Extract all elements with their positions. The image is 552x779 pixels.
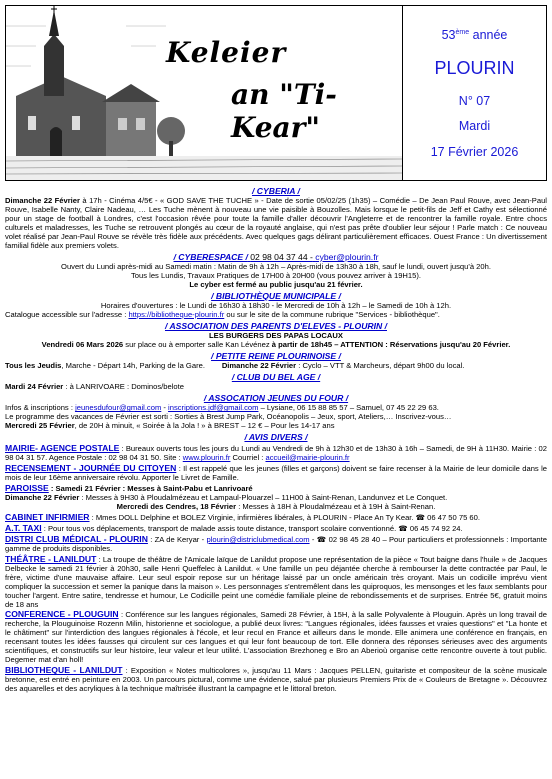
bel-age-line: Mardi 24 Février : à LANRIVOARE : Dominos/belote — [5, 382, 184, 392]
commune-name: PLOURIN — [434, 58, 515, 78]
theatre-notice: THÉÂTRE - LANILDUT : La troupe de théâtre de l'Amicale laïque de Lanildut propose une représentation de la pièce « Tout baigne dans l'huile » de Jacques Delbecke le samedi 21 février à 20h30, salle Henri Queffelec à Lanildut. « Une famille un peu déjantée cherche à rembourser la dette contractée par Paul, le frère, victime d'une mauvaise affaire. Leur seul espoir repose sur un héritage laissé par un oncle américain très croyant. Mais un codicille imprévu vient compliquer la succession et semer la panique dans la maison ». Les personnages s'entremêlent dans les quiproquos, les mensonges et les faux semblants pour toucher l'argent. Entre satire, tendresse et humour, Le Codicille peint une comédie familiale pleine de rebondissements et de surprises. Entrée 5€, gratuit moins de 18 ans — [5, 553, 547, 609]
bibliotheque-lanildut-notice: BIBLIOTHEQUE - LANILDUT : Exposition « Notes multicolores », jusqu'au 11 Mars : Jacques PELLEN, guitariste et compositeur de la scène musicale bretonne, est entré en peinture en 2003. Un parcours pictural, comme une évidence, salué par plusieurs Premiers Prix de « Couleurs de Bretagne ». Découvrez des aquarelles et des acryliques à la technique maîtrisée illustrant la campagne et le littoral breton. — [5, 665, 547, 694]
masthead — [6, 6, 403, 180]
masthead-title-line2: an "Ti-Kear" — [231, 78, 337, 145]
paroisse-dimanche: Dimanche 22 Février : Messes à 9H30 à Ploudalmézeau et Lampaul-Plouarzel – 11H00 à Saint-Renan, Landunvez et Le Conquet. — [5, 493, 448, 503]
masthead-title-line1: Keleier — [166, 36, 287, 69]
section-title-bel-age: / CLUB DU BEL AGE / — [231, 372, 321, 383]
jeunes-four-contact: Infos & inscriptions : jeunesdufour@gmail.com - inscriptions.jdf@gmail.com – Lysiane, 06 15 88 85 57 – Samuel, 07 45 22 29 63. — [5, 403, 439, 413]
bibliotheque-hours: Horaires d'ouvertures : le Lundi de 16h30 à 18h30 - le Mercredi de 10h à 12h – le Samedi de 10h à 12h. — [100, 301, 452, 310]
issue-year: 53ème année — [441, 28, 508, 42]
section-title-jeunes-four: / ASSOCATION JEUNES DU FOUR / — [203, 393, 349, 404]
section-title-parents: / ASSOCIATION DES PARENTS D'ELEVES - PLOURIN / — [164, 320, 387, 331]
section-title-cyberia: / CYBERIA / — [252, 186, 300, 196]
cyberespace-closed: Le cyber est fermé au public jusqu'au 21 février. — [189, 279, 363, 289]
issue-date: 17 Février 2026 — [430, 145, 519, 159]
paroisse-notice: PAROISSE : Samedi 21 Février : Messes à Saint-Pabu et Lanrivoaré — [5, 483, 253, 494]
cyberespace-hours: Ouvert du Lundi après-midi au Samedi matin : Matin de 9h à 12h – Après-midi de 13h30 à 18h, sauf le lundi, ouvert jusqu'à 20h. — [61, 262, 491, 271]
jeunes-four-soiree: Mercredi 25 Février, de 20H à minuit, « Soirée à la Jola ! » à BREST – 12 € – Pour les 14-17 ans — [5, 421, 335, 431]
bulletin-header — [5, 5, 547, 181]
parents-event-details: Vendredi 06 Mars 2026 sur place ou à emporter salle Kan Lévénez à partir de 18h45 – ATTENTION : Réservations jusqu'au 20 Février. — [41, 340, 511, 349]
cabinet-infirmier-notice: CABINET INFIRMIER : Mmes DOLL Delphine et BOLEZ Virginie, infirmières libérales, à PLOURIN - Place An Ty Kear. ☎ 06 47 50 75 60. — [5, 511, 480, 522]
distri-club-notice: DISTRI CLUB MÉDICAL - PLOURIN : ZA de Keryar - plourin@districlubmedical.com - ☎ 02 98 45 28 40 – Pour particuliers et professionnels : Importante gamme de produits disponibles. — [5, 533, 547, 553]
issue-info — [403, 6, 546, 180]
recensement-notice: RECENSEMENT - JOURNÉE DU CITOYEN : Il est rappelé que les jeunes (filles et garçons) doivent se faire recenser à la Mairie de leur domicile dans le mois de leur 16ème anniversaire révolu. Apporter le Livret de Famille. — [5, 463, 548, 483]
section-title-cyberespace: / CYBERESPACE / 02 98 04 37 44 - cyber@plourin.fr — [173, 251, 379, 262]
parents-event-name: LES BURGERS DES PAPAS LOCAUX — [209, 331, 343, 341]
mairie-email-link[interactable]: accueil@mairie-plourin.fr — [265, 453, 350, 463]
jeunes-four-email-link[interactable]: jeunesdufour@gmail.com — [75, 403, 162, 413]
bibliotheque-link[interactable]: https://bibliotheque-plourin.fr — [128, 309, 225, 319]
petite-reine-line: Tous les Jeudis, Marche - Départ 14h, Parking de la Gare. Dimanche 22 Février : Cyclo – VTT & Marcheurs, départ 9h00 du local. — [5, 361, 465, 371]
bulletin-content — [5, 185, 547, 694]
cyber-email-link[interactable]: cyber@plourin.fr — [315, 251, 379, 262]
distri-club-email-link[interactable]: plourin@districlubmedical.com — [206, 534, 310, 544]
section-title-avis-divers: / AVIS DIVERS / — [244, 432, 308, 443]
conference-notice: CONFERENCE - PLOUGUIN : Conférence sur les langues régionales, Samedi 28 Février, à 15H, à la salle Polyvalente à Plouguin. Après un long travail de recherche, la Plouguinoise Rozenn Milin, historienne et sociologue, a publié deux livres: "Langues régionales, idées fausses et vraies questions" et "La honte et le châtiment" sur l'interdiction des langues régionales à l'école, et leur recul en France et ailleurs dans le monde. Elle animera une conférence en français, en recensant toutes les idées fausses qui circulent sur ces langues et qui leur font beaucoup de tort. Elle donnera des réponses sérieuses avec des arguments scientifiques, et constructifs sur leur histoire, leur valeur et leur utilité. L'association Brezhoneg e Bro an Aberioù organise cette rencontre ouverte à tout public. Degemer mat d'an holl! — [5, 609, 547, 665]
issue-day: Mardi — [458, 119, 491, 133]
cyberia-paragraph: Dimanche 22 Février à 17h - Cinéma 4/5€ - « GOD SAVE THE TUCHE » - Date de sortie 05/02/25 (1h35) – Comédie – De Jean Paul Rouve, avec Jean-Paul Rouve, Isabelle Nanty, Claire Nadeau, … Les Tuche mènent à nouveau une vie paisible à Bouzolles. Mais lorsque le petit-fils de Jeff et Cathy est sélectionné pour un stage de football à Londres, c'est l'occasion rêvée pour toute la famille d'aller découvrir l'Angleterre et de rencontrer la famille royale. Entre chocs culturels et maladresses, les Tuche se retrouvent plongés au cœur de la royauté anglaise, qui n'est pas prête d'oublier leur séjour ! Parle match : Ce nouveau volet réalisé par Jean-Paul Rouve se révèle très fidèle aux précédents. Avec quelques gags délirant particulièrement efficaces. Ouest France : Un divertissement familial fidèle aux premiers volets. — [5, 196, 547, 250]
paroisse-cendres: Mercredi des Cendres, 18 Février : Messes à 18H à Ploudalmézeau et à 19H à Saint-Renan. — [116, 502, 436, 511]
mairie-notice: MAIRIE- AGENCE POSTALE : Bureaux ouverts tous les jours du Lundi au Vendredi de 9h à 12h30 et de 13h30 à 16h – Samedi, de 9H à 11H30. Mairie : 02 98 04 31 57. Agence Postale : 02 98 04 31 50. Site : www.plourin.fr Courriel : accueil@mairie-plourin.fr — [5, 443, 547, 463]
inscriptions-email-link[interactable]: inscriptions.jdf@gmail.com — [168, 403, 259, 413]
jeunes-four-programme: Le programme des vacances de Février est sorti : Sorties à Brest Jump Park, Océanopolis – Jeux, sport, Ateliers,… Inscrivez-vous… — [5, 412, 452, 422]
cyberespace-tp: Tous les Lundis, Travaux Pratiques de 17H00 à 20H00 (vous pouvez arriver à 19H15). — [131, 270, 421, 280]
section-title-petite-reine: / PETITE REINE PLOURINOISE / — [211, 350, 341, 361]
mairie-site-link[interactable]: www.plourin.fr — [182, 453, 231, 463]
taxi-notice: A.T. TAXI : Pour tous vos déplacements, transport de malade assis toute distance, transport scolaire conventionné. ☎ 06 45 74 92 24. — [5, 522, 463, 533]
section-title-bibliotheque: / BIBLIOTHÈQUE MUNICIPALE / — [211, 290, 341, 301]
issue-number: N° 07 — [458, 94, 491, 108]
bibliotheque-catalogue: Catalogue accessible sur l'adresse : https://bibliotheque-plourin.fr ou sur le site de la commune rubrique "Services - bibliothèque". — [5, 309, 440, 319]
